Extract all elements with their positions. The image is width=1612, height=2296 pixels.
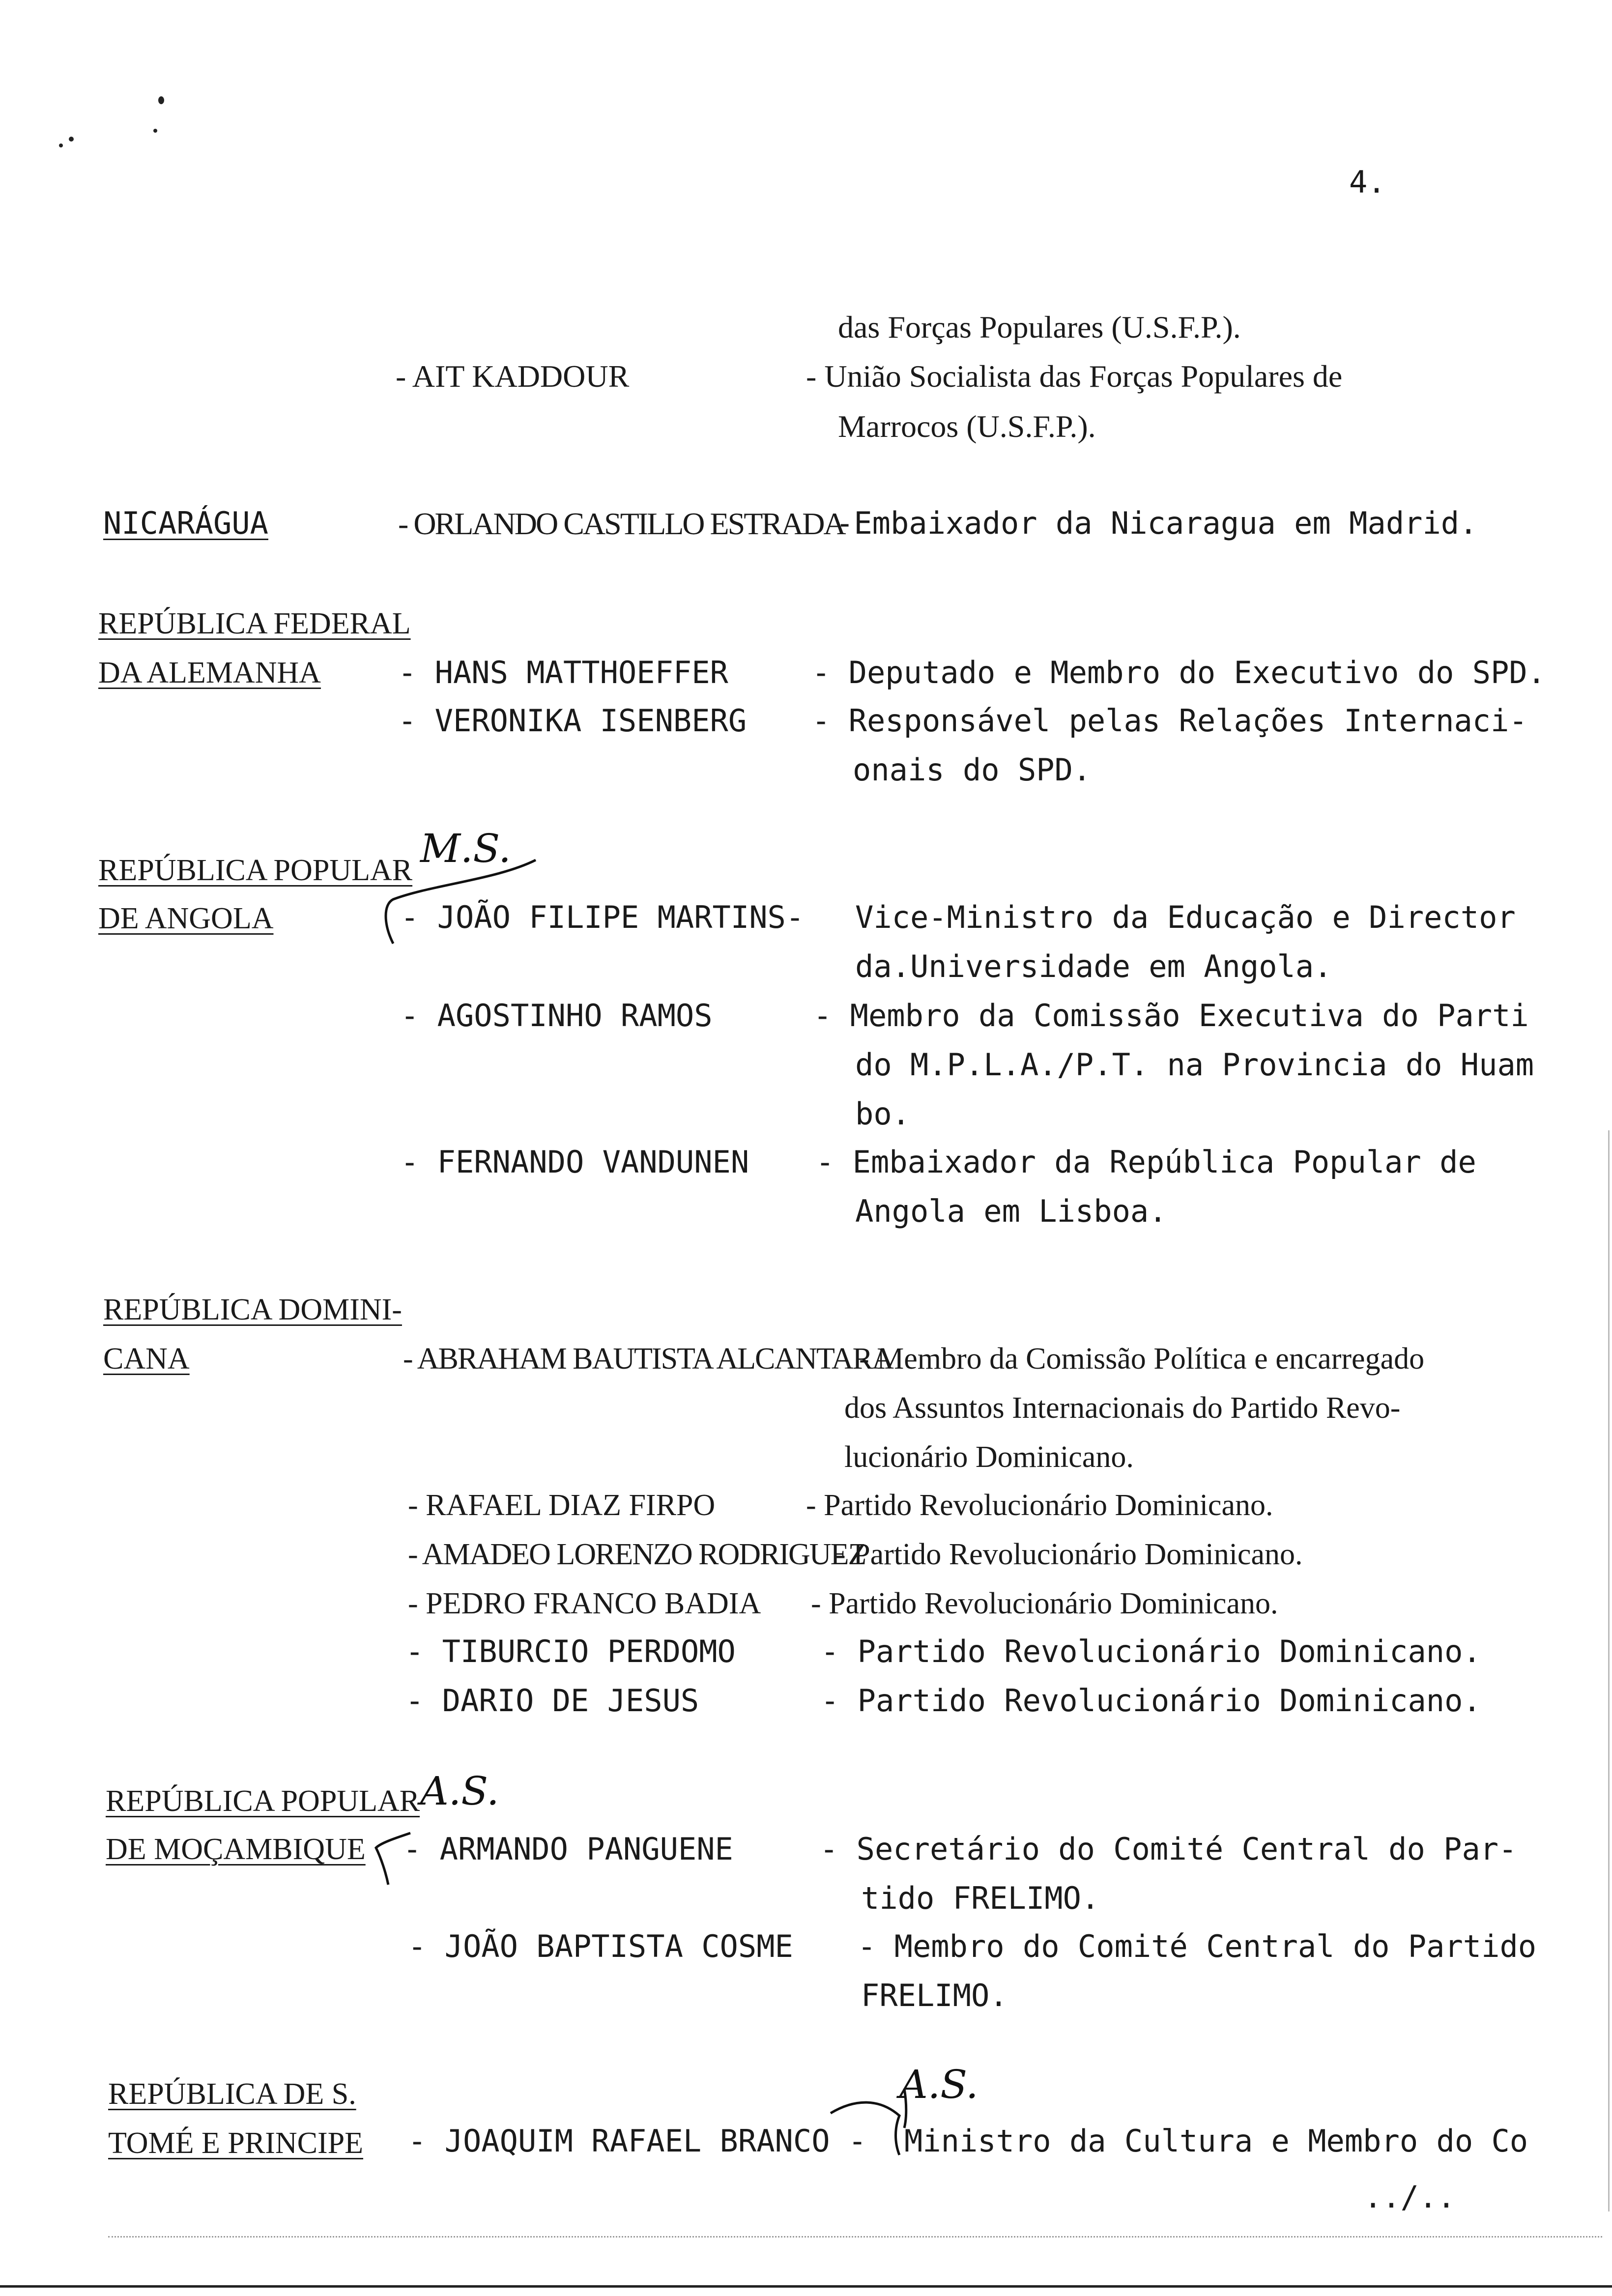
country-heading: REPÚBLICA DE S. [108,2077,356,2111]
scan-speck [158,96,164,104]
entry-desc: onais do SPD. [853,752,1092,788]
entry-desc: dos Assuntos Internacionais do Partido Revo- [844,1391,1401,1425]
entry-desc: - Membro do Comité Central do Partido [858,1928,1537,1964]
entry-name: - JOÃO FILIPE MARTINS- [401,899,805,935]
entry-name: - DARIO DE JESUS [405,1683,699,1719]
entry-name: - JOAQUIM RAFAEL BRANCO - [408,2123,867,2159]
entry-desc: - Partido Revolucionário Dominicano. [806,1489,1273,1522]
entry-desc: - Embaixador da República Popular de [816,1144,1476,1180]
entry-desc: - Partido Revolucionário Dominicano. [835,1538,1303,1571]
handwritten-initials: A.S. [420,1768,499,1814]
page-bottom-rule [0,2285,1612,2288]
entry-desc: Ministro da Cultura e Membro do Co [904,2123,1528,2159]
page-number: 4. [1349,164,1386,200]
entry-desc: FRELIMO. [861,1978,1008,2013]
country-heading: DE MOÇAMBIQUE [106,1833,366,1866]
entry-desc: Angola em Lisboa. [855,1193,1167,1229]
handwritten-initials: A.S. [899,2062,979,2107]
entry-desc: - Membro da Comissão Executiva do Parti [813,998,1529,1033]
entry-desc: da.Universidade em Angola. [855,948,1332,984]
entry-desc: - União Socialista das Forças Populares de [806,359,1343,394]
scan-noise-line [108,2236,1602,2239]
page-edge [1608,1130,1610,2211]
country-heading: DE ANGOLA [98,902,274,935]
entry-name: - JOÃO BAPTISTA COSME [408,1928,793,1964]
entry-desc: tido FRELIMO. [861,1880,1100,1916]
entry-desc: do M.P.L.A./P.T. na Provincia do Huam [855,1047,1534,1083]
country-heading: REPÚBLICA DOMINI- [103,1293,402,1326]
continuation-marker: ../.. [1364,2179,1456,2215]
entry-desc: -Embaixador da Nicaragua em Madrid. [835,505,1478,541]
entry-name: - VERONIKA ISENBERG [398,703,747,739]
entry-name: - AIT KADDOUR [396,359,630,394]
entry-desc: - Membro da Comissão Política e encarregado [859,1342,1425,1376]
entry-desc: bo. [855,1096,910,1132]
entry-name: - PEDRO FRANCO BADIA [408,1587,761,1620]
entry-name: - ABRAHAM BAUTISTA ALCANTARA [403,1342,893,1376]
entry-name: - AGOSTINHO RAMOS [401,998,713,1033]
entry-desc: - Partido Revolucionário Dominicano. [821,1634,1481,1669]
scan-speck [69,137,74,142]
country-heading: NICARÁGUA [103,505,268,541]
country-heading: REPÚBLICA POPULAR [106,1784,420,1818]
scan-speck [59,144,63,147]
entry-name: - ORLANDO CASTILLO ESTRADA [398,506,845,541]
entry-name: - TIBURCIO PERDOMO [405,1634,736,1669]
entry-name: - AMADEO LORENZO RODRIGUEZ [408,1538,866,1571]
entry-desc: Vice-Ministro da Educação e Director [855,899,1516,935]
entry-name: - FERNANDO VANDUNEN [401,1144,749,1180]
country-heading: CANA [103,1342,190,1376]
country-heading: REPÚBLICA FEDERAL [98,607,411,640]
country-heading: DA ALEMANHA [98,656,321,689]
scan-speck [153,129,157,133]
entry-desc: Marrocos (U.S.F.P.). [838,409,1096,444]
entry-desc: - Secretário do Comité Central do Par- [820,1831,1517,1867]
entry-name: - HANS MATTHOEFFER [398,655,728,690]
continuation-line: das Forças Populares (U.S.F.P.). [838,310,1241,344]
country-heading: TOMÉ E PRINCIPE [108,2126,364,2160]
handwritten-initials: M.S. [420,826,511,871]
entry-name: - ARMANDO PANGUENE [403,1831,733,1867]
entry-name: - RAFAEL DIAZ FIRPO [408,1489,716,1522]
entry-desc: - Deputado e Membro do Executivo do SPD. [812,655,1546,690]
entry-desc: lucionário Dominicano. [844,1440,1134,1474]
entry-desc: - Partido Revolucionário Dominicano. [811,1587,1278,1620]
country-heading: REPÚBLICA POPULAR [98,854,413,887]
entry-desc: - Partido Revolucionário Dominicano. [821,1683,1481,1719]
entry-desc: - Responsável pelas Relações Internaci- [812,703,1527,739]
